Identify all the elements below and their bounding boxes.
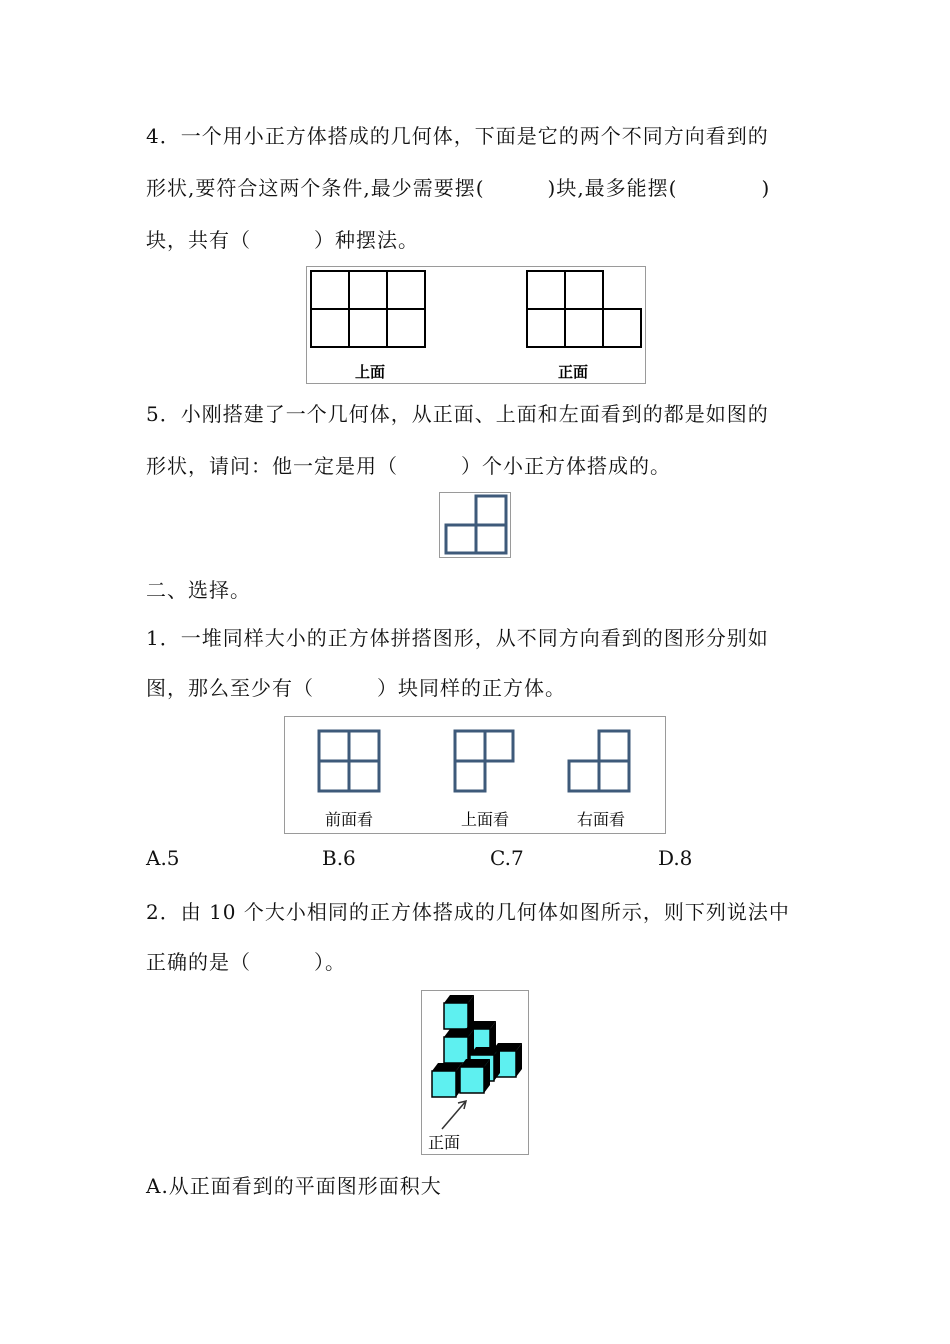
c1-option-b[interactable]: B.6 [322,846,356,870]
c1-label-right: 右面看 [577,810,626,829]
section-2-title: 二、选择。 [146,578,251,602]
c2-option-a[interactable]: A.从正面看到的平面图形面积大 [146,1174,442,1198]
c1-option-c[interactable]: C.7 [490,846,524,870]
c1-text-line-1: 1．一堆同样大小的正方体拼搭图形，从不同方向看到的图形分别如 [146,626,769,650]
c1-text-line-2: 图，那么至少有（ ）块同样的正方体。 [146,676,566,700]
q4-text-line-3: 块，共有（ ）种摆法。 [146,228,419,252]
q4-label-top: 上面 [355,363,386,381]
c1-option-a[interactable]: A.5 [146,846,180,870]
front-view-grid [527,271,641,347]
c2-text-line-2: 正确的是（ ）。 [146,950,346,974]
q4-label-front: 正面 [558,363,589,381]
c2-figure [421,990,529,1155]
right-view [569,731,629,791]
c2-text-line-1: 2．由 10 个大小相同的正方体搭成的几何体如图所示，则下列说法中 [146,900,790,924]
c1-figure [284,716,666,834]
q4-text-line-1: 4．一个用小正方体搭成的几何体，下面是它的两个不同方向看到的 [146,124,769,148]
stacked-cubes [432,995,522,1097]
front-arrow [442,1101,466,1129]
q5-text-line-1: 5．小刚搭建了一个几何体，从正面、上面和左面看到的都是如图的 [146,402,769,426]
q5-figure [439,492,511,558]
c1-option-d[interactable]: D.8 [658,846,693,870]
front-view [319,731,379,791]
top-view [455,731,513,791]
q4-figure [306,266,646,384]
top-view-grid [311,271,425,347]
c2-label-front: 正面 [428,1133,461,1152]
q5-text-line-2: 形状，请问：他一定是用（ ）个小正方体搭成的。 [146,454,671,478]
q4-text-line-2: 形状,要符合这两个条件,最少需要摆( )块,最多能摆( ) [146,176,771,200]
c1-label-top: 上面看 [461,810,510,829]
c1-label-front: 前面看 [325,810,374,829]
